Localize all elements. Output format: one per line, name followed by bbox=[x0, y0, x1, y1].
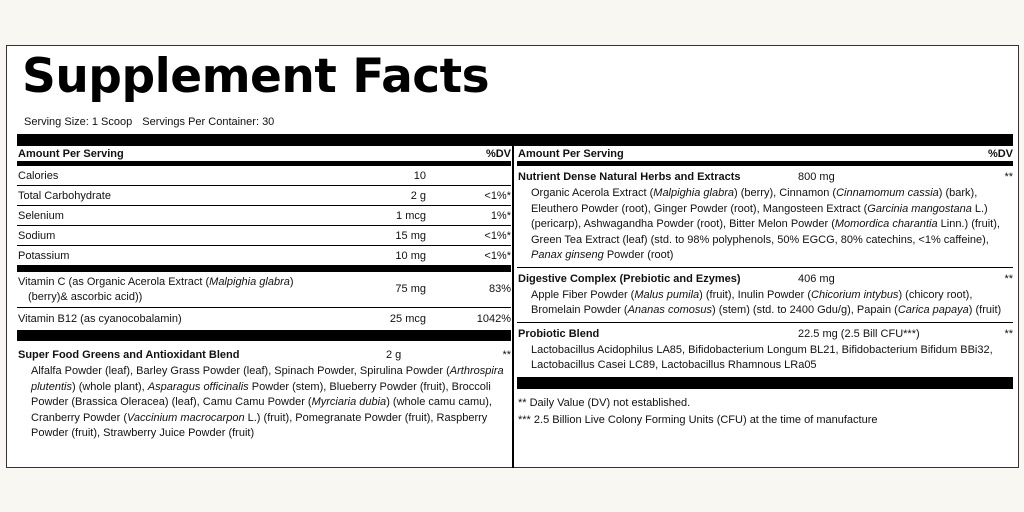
blend-amount: 800 mg bbox=[798, 171, 835, 183]
ingredient-text: Organic Acerola Extract ( bbox=[531, 187, 654, 199]
ingredient-text: Linn.) (fruit), Green Tea Extract (leaf) (std. to 98% polyphenols, 50% EGCG, 80% catechins, <1% caffeine), bbox=[531, 218, 1000, 246]
left-header bbox=[17, 146, 511, 166]
left-header-dv: %DV bbox=[485, 147, 511, 160]
blend-dv: ** bbox=[1004, 327, 1013, 340]
vitamin-c-text: ) bbox=[289, 275, 294, 288]
ingredient-text: ) (berry), Cinnamon ( bbox=[734, 187, 837, 199]
blend-amount: 406 mg bbox=[798, 272, 835, 285]
blend-header bbox=[518, 325, 1013, 343]
ingredient-latin: Chicorium intybus bbox=[811, 288, 899, 301]
vitamin-c-text: (berry)& ascorbic acid)) bbox=[28, 290, 143, 303]
blend-name: Nutrient Dense Natural Herbs and Extracts bbox=[518, 171, 741, 183]
serving-info bbox=[24, 116, 274, 128]
footnote: *** 2.5 Billion Live Colony Forming Units (CFU) at the time of manufacture bbox=[518, 413, 878, 426]
nutrient-amount: 25 mcg bbox=[389, 313, 426, 325]
ingredient-latin: Ananas comosus bbox=[627, 304, 712, 316]
nutrient-amount: 1 mcg bbox=[396, 209, 426, 222]
blend-header bbox=[518, 270, 1013, 288]
nutrient-dv: <1%* bbox=[484, 229, 511, 242]
ingredient-text: ) (fruit), Inulin Powder ( bbox=[699, 288, 812, 301]
ingredient-text: ) (whole plant), bbox=[71, 380, 148, 393]
blend-ingredients bbox=[518, 186, 1013, 264]
ingredient-text: ) (fruit) bbox=[968, 304, 1002, 316]
nutrient-row-vitamin-b12 bbox=[17, 308, 511, 341]
ingredient-text: Powder (stem), Blueberry Powder (fruit), Broccoli Powder (Brassica Oleracea) (leaf), Camu Camu Powder ( bbox=[31, 380, 491, 408]
blend-name: Digestive Complex (Prebiotic and Ezymes) bbox=[518, 272, 741, 285]
blend-ingredients bbox=[518, 288, 1013, 319]
ingredient-latin: Arthrospira plutentis bbox=[31, 365, 504, 393]
nutrient-row-vitamin-c bbox=[17, 272, 511, 308]
nutrient-name: Sodium bbox=[18, 229, 56, 242]
top-thick-bar bbox=[17, 134, 1013, 146]
column-divider bbox=[512, 146, 514, 468]
nutrient-amount: 10 bbox=[413, 169, 426, 182]
ingredient-text: ) (bark), Eleuthero Powder (root), Ginger Powder (root), Mangosteen Extract ( bbox=[531, 187, 978, 215]
nutrient-dv: 1042% bbox=[476, 313, 511, 325]
blend-header bbox=[18, 346, 511, 364]
vitamin-c-text: Vitamin C (as Organic Acerola Extract ( bbox=[18, 275, 210, 288]
nutrient-row-selenium bbox=[17, 206, 511, 226]
right-column bbox=[517, 146, 1013, 429]
nutrient-row-calories bbox=[17, 166, 511, 186]
supplement-facts-panel bbox=[6, 45, 1019, 468]
blend-ingredients: Lactobacillus Acidophilus LA85, Bifidobacterium Longum BL21, Bifidobacterium Bifidum BBi32, Lactobacillus Casei LC89, Lactobacillus Rhamnous LRa05 bbox=[531, 343, 993, 371]
ingredient-text: ) (chicory root), Bromelain Powder ( bbox=[531, 288, 973, 316]
right-header-dv: %DV bbox=[987, 147, 1013, 160]
blend-dv: ** bbox=[1004, 171, 1013, 183]
vitamin-c-latin: Malpighia glabra bbox=[209, 275, 290, 288]
nutrient-amount: 75 mg bbox=[395, 283, 426, 295]
nutrient-name bbox=[18, 275, 311, 305]
blend-name: Probiotic Blend bbox=[518, 327, 600, 340]
nutrient-name: Vitamin B12 (as cyanocobalamin) bbox=[18, 313, 182, 325]
nutrient-amount: 10 mg bbox=[395, 249, 426, 262]
blend-probiotic bbox=[517, 323, 1013, 389]
nutrient-amount: 15 mg bbox=[395, 229, 426, 242]
blend-digestive bbox=[517, 268, 1013, 323]
serving-size: Serving Size: 1 Scoop bbox=[24, 116, 133, 128]
ingredient-text: L.) (pericarp), Ashwagandha Powder (root), Bitter Melon Powder ( bbox=[531, 202, 988, 230]
ingredient-text: ) (stem) (std. to 2400 Gdu/g), Papain ( bbox=[711, 304, 898, 316]
footnotes bbox=[517, 395, 1013, 429]
blend-ingredients bbox=[18, 364, 511, 442]
left-column bbox=[17, 146, 511, 442]
nutrient-dv: <1%* bbox=[484, 189, 511, 202]
ingredient-latin: Malpighia glabra bbox=[653, 187, 734, 199]
ingredient-latin: Momordica charantia bbox=[834, 218, 938, 230]
nutrient-amount: 2 g bbox=[410, 189, 426, 202]
ingredient-latin: Myrciaria dubia bbox=[311, 396, 387, 408]
servings-per-container: Servings Per Container: 30 bbox=[142, 116, 275, 128]
ingredient-latin: Carica papaya bbox=[897, 304, 969, 316]
blend-amount: 2 g bbox=[386, 349, 402, 361]
ingredient-latin: Panax ginseng bbox=[531, 249, 604, 261]
nutrient-row-potassium bbox=[17, 246, 511, 272]
blend-amount: 22.5 mg (2.5 Bill CFU***) bbox=[798, 327, 920, 340]
nutrient-name: Selenium bbox=[18, 209, 64, 222]
blend-nutrient-dense bbox=[517, 166, 1013, 268]
right-header bbox=[517, 146, 1013, 166]
ingredient-latin: Garcinia mangostana bbox=[867, 202, 972, 215]
nutrient-dv: 1%* bbox=[490, 209, 511, 222]
title: Supplement Facts bbox=[22, 49, 490, 104]
blend-dv: ** bbox=[1004, 272, 1013, 285]
nutrient-dv: <1%* bbox=[484, 249, 511, 262]
ingredient-text: Alfalfa Powder (leaf), Barley Grass Powder (leaf), Spinach Powder, Spirulina Powder ( bbox=[31, 365, 450, 377]
nutrient-name: Potassium bbox=[18, 249, 70, 262]
ingredient-latin: Vaccinium macrocarpon bbox=[126, 411, 245, 424]
blend-dv: ** bbox=[502, 349, 511, 361]
blend-superfood bbox=[17, 346, 511, 442]
nutrient-dv: 83% bbox=[488, 283, 511, 295]
ingredient-text: ) (whole camu camu), Cranberry Powder ( bbox=[31, 396, 492, 424]
ingredient-latin: Malus pumila bbox=[634, 288, 700, 301]
nutrient-row-sodium bbox=[17, 226, 511, 246]
ingredient-latin: Cinnamomum cassia bbox=[836, 187, 939, 199]
ingredient-text: Powder (root) bbox=[603, 249, 674, 261]
nutrient-name: Total Carbohydrate bbox=[18, 189, 111, 202]
blend-name: Super Food Greens and Antioxidant Blend bbox=[18, 349, 240, 361]
blend-header bbox=[518, 168, 1013, 186]
ingredient-latin: Asparagus officinalis bbox=[147, 380, 249, 393]
nutrient-name: Calories bbox=[18, 169, 59, 182]
ingredient-text: Apple Fiber Powder ( bbox=[531, 288, 635, 301]
right-header-amount: Amount Per Serving bbox=[518, 147, 624, 160]
footnote: ** Daily Value (DV) not established. bbox=[518, 396, 691, 409]
nutrient-row-carbohydrate bbox=[17, 186, 511, 206]
left-header-amount: Amount Per Serving bbox=[18, 147, 124, 160]
ingredient-text: L.) (fruit), Pomegranate Powder (fruit), Raspberry Powder (fruit), Strawberry Juice Powder (fruit) bbox=[31, 411, 488, 439]
